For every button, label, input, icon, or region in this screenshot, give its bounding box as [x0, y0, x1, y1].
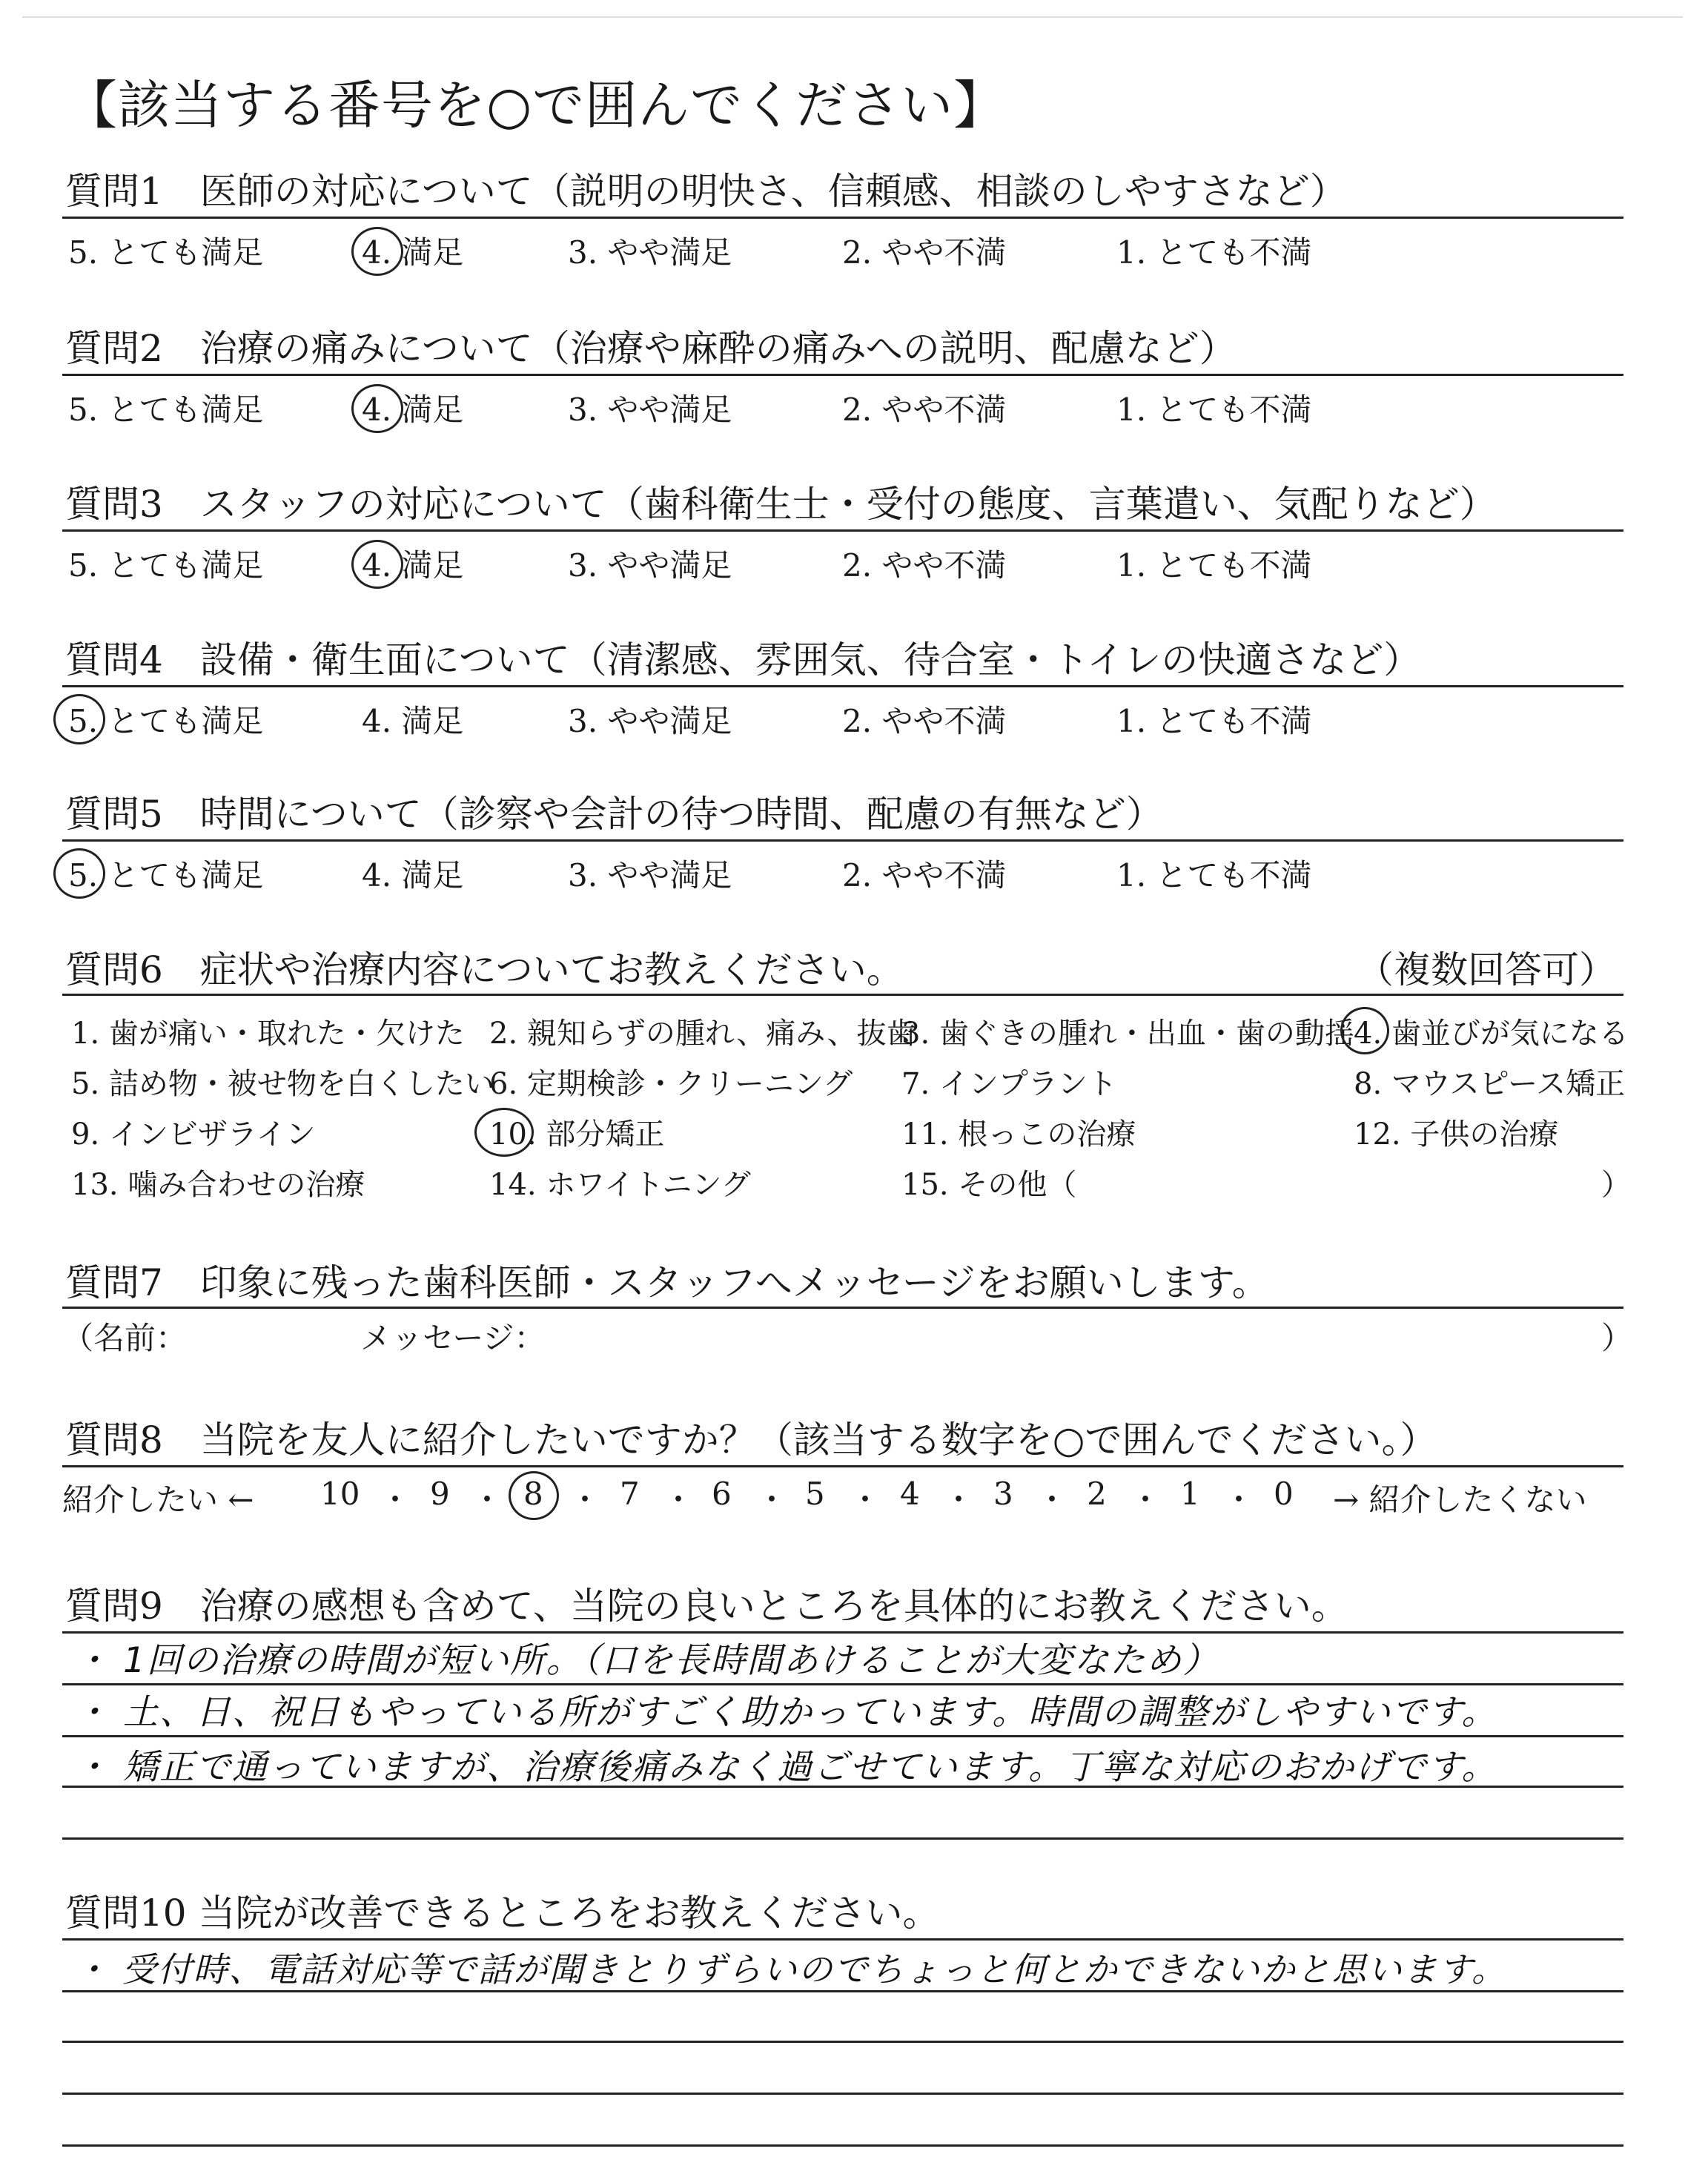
scale-value[interactable]: 1: [1180, 1476, 1200, 1512]
divider: [62, 217, 1623, 219]
other-close-paren: ）: [1601, 1168, 1631, 1202]
selection-circle: [509, 1471, 559, 1520]
question-10-label: 質問10 当院が改善できるところをお教えください。: [65, 1892, 940, 1935]
selection-circle: [1340, 1007, 1389, 1054]
scale-value[interactable]: 3: [993, 1476, 1013, 1512]
symptom-option[interactable]: 1. 歯が痛い・取れた・欠けた: [71, 1017, 465, 1051]
scale-right-label: → 紹介したくない: [1333, 1482, 1587, 1518]
handwritten-answer: ・ 土、日、祝日もやっている所がすごく助かっています。時間の調整がしやすいです。: [74, 1692, 1498, 1733]
rating-5[interactable]: 5. とても満足: [68, 547, 264, 584]
symptom-option[interactable]: 6. 定期検診・クリーニング: [489, 1067, 853, 1101]
divider: [62, 1307, 1623, 1309]
scale-dot: ・: [943, 1482, 975, 1518]
multiple-answers-note: （複数回答可）: [1357, 948, 1616, 991]
selection-circle: [351, 227, 403, 276]
rating-3[interactable]: 3. やや満足: [568, 703, 732, 739]
answer-line: [62, 2144, 1623, 2147]
symptom-option[interactable]: 15. その他（: [901, 1168, 1077, 1202]
symptom-option[interactable]: 12. 子供の治療: [1354, 1117, 1559, 1152]
answer-line: [62, 1786, 1623, 1788]
scale-dot: ・: [1223, 1482, 1255, 1518]
handwritten-answer: ・ 受付時、電話対応等で話が聞きとりずらいのでちょっと何とかできないかと思います。: [74, 1949, 1507, 1989]
scale-value[interactable]: 4: [900, 1476, 920, 1512]
answer-line: [62, 1735, 1623, 1737]
symptom-option[interactable]: 5. 詰め物・被せ物を白くしたい: [71, 1067, 494, 1101]
scale-dot: ・: [1036, 1482, 1068, 1518]
selection-circle: [53, 694, 105, 744]
scale-dot: ・: [850, 1482, 881, 1518]
answer-line: [62, 2041, 1623, 2043]
symptom-option[interactable]: 4. 歯並びが気になる: [1354, 1017, 1629, 1051]
symptom-option[interactable]: 11. 根っこの治療: [901, 1117, 1136, 1152]
scale-dot: ・: [1130, 1482, 1162, 1518]
question-5-label: 質問5 時間について（診察や会計の待つ時間、配慮の有無など）: [65, 793, 1163, 836]
rating-1[interactable]: 1. とても不満: [1116, 703, 1312, 739]
rating-1[interactable]: 1. とても不満: [1116, 392, 1312, 428]
rating-2[interactable]: 2. やや不満: [842, 703, 1007, 739]
scale-value[interactable]: 0: [1274, 1476, 1294, 1512]
rating-4[interactable]: 4. 満足: [362, 392, 464, 428]
symptom-option[interactable]: 8. マウスピース矯正: [1354, 1067, 1626, 1101]
rating-3[interactable]: 3. やや満足: [568, 857, 732, 894]
rating-5[interactable]: 5. とても満足: [68, 392, 264, 428]
rating-5[interactable]: 5. とても満足: [68, 703, 264, 739]
question-6-label: 質問6 症状や治療内容についてお教えください。: [65, 948, 904, 991]
divider: [62, 529, 1623, 532]
divider: [62, 1465, 1623, 1467]
message-close-paren: ）: [1601, 1320, 1633, 1356]
scale-value[interactable]: 10: [320, 1476, 360, 1512]
rating-1[interactable]: 1. とても不満: [1116, 857, 1312, 894]
message-label: メッセージ：: [360, 1320, 546, 1356]
symptom-option[interactable]: 10. 部分矯正: [489, 1117, 665, 1152]
selection-circle: [53, 848, 105, 899]
scale-dot: ・: [569, 1482, 601, 1518]
question-3-label: 質問3 スタッフの対応について（歯科衛生士・受付の態度、言葉遣い、気配りなど）: [65, 483, 1497, 526]
symptom-option[interactable]: 14. ホワイトニング: [489, 1168, 751, 1202]
rating-1[interactable]: 1. とても不満: [1116, 234, 1312, 271]
symptom-option[interactable]: 7. インプラント: [901, 1067, 1117, 1101]
divider: [62, 839, 1623, 842]
divider: [62, 994, 1623, 996]
scale-left-label: 紹介したい ←: [62, 1482, 254, 1518]
selection-circle: [474, 1108, 534, 1157]
rating-3[interactable]: 3. やや満足: [568, 392, 732, 428]
question-1-label: 質問1 医師の対応について（説明の明快さ、信頼感、相談のしやすさなど）: [65, 170, 1347, 213]
scale-dot: ・: [756, 1482, 788, 1518]
question-2-label: 質問2 治療の痛みについて（治療や麻酔の痛みへの説明、配慮など）: [65, 327, 1237, 370]
rating-4[interactable]: 4. 満足: [362, 857, 464, 894]
rating-5[interactable]: 5. とても満足: [68, 234, 264, 271]
selection-circle: [351, 384, 403, 433]
rating-4[interactable]: 4. 満足: [362, 547, 464, 584]
symptom-option[interactable]: 3. 歯ぐきの腫れ・出血・歯の動揺: [901, 1017, 1354, 1051]
name-label: （名前：: [62, 1320, 188, 1356]
rating-3[interactable]: 3. やや満足: [568, 234, 732, 271]
rating-1[interactable]: 1. とても不満: [1116, 547, 1312, 584]
scale-value[interactable]: 7: [620, 1476, 640, 1512]
rating-2[interactable]: 2. やや不満: [842, 234, 1007, 271]
answer-line: [62, 1837, 1623, 1840]
scale-dot: ・: [663, 1482, 695, 1518]
scan-edge: [22, 16, 1683, 18]
question-8-label: 質問8 当院を友人に紹介したいですか？（該当する数字を○で囲んでください。）: [65, 1418, 1437, 1462]
answer-line: [62, 1990, 1623, 1992]
scale-value[interactable]: 6: [712, 1476, 732, 1512]
rating-5[interactable]: 5. とても満足: [68, 857, 264, 894]
rating-4[interactable]: 4. 満足: [362, 703, 464, 739]
rating-2[interactable]: 2. やや不満: [842, 392, 1007, 428]
scale-dot: ・: [471, 1482, 503, 1518]
selection-circle: [351, 540, 403, 589]
rating-4[interactable]: 4. 満足: [362, 234, 464, 271]
handwritten-answer: ・ 1回の治療の時間が短い所。（口を長時間あけることが大変なため）: [74, 1640, 1219, 1681]
scale-value[interactable]: 5: [805, 1476, 825, 1512]
handwritten-answer: ・ 矯正で通っていますが、治療後痛みなく過ごせています。丁寧な対応のおかげです。: [74, 1747, 1498, 1788]
question-9-label: 質問9 治療の感想も含めて、当院の良いところを具体的にお教えください。: [65, 1585, 1348, 1628]
question-7-label: 質問7 印象に残った歯科医師・スタッフへメッセージをお願いします。: [65, 1261, 1269, 1304]
rating-3[interactable]: 3. やや満足: [568, 547, 732, 584]
divider: [62, 374, 1623, 376]
rating-2[interactable]: 2. やや不満: [842, 547, 1007, 584]
scale-value[interactable]: 2: [1087, 1476, 1107, 1512]
symptom-option[interactable]: 2. 親知らずの腫れ、痛み、抜歯: [489, 1017, 916, 1051]
symptom-option[interactable]: 13. 噛み合わせの治療: [71, 1168, 365, 1202]
page-title: 【該当する番号を○で囲んでください】: [65, 75, 1007, 136]
answer-line: [62, 1938, 1623, 1941]
scale-value[interactable]: 8: [523, 1476, 543, 1512]
rating-2[interactable]: 2. やや不満: [842, 857, 1007, 894]
symptom-option[interactable]: 9. インビザライン: [71, 1117, 316, 1152]
scale-value[interactable]: 9: [430, 1476, 450, 1512]
divider: [62, 685, 1623, 687]
answer-line: [62, 2093, 1623, 2095]
scale-dot: ・: [380, 1482, 411, 1518]
question-4-label: 質問4 設備・衛生面について（清潔感、雰囲気、待合室・トイレの快適さなど）: [65, 638, 1421, 681]
